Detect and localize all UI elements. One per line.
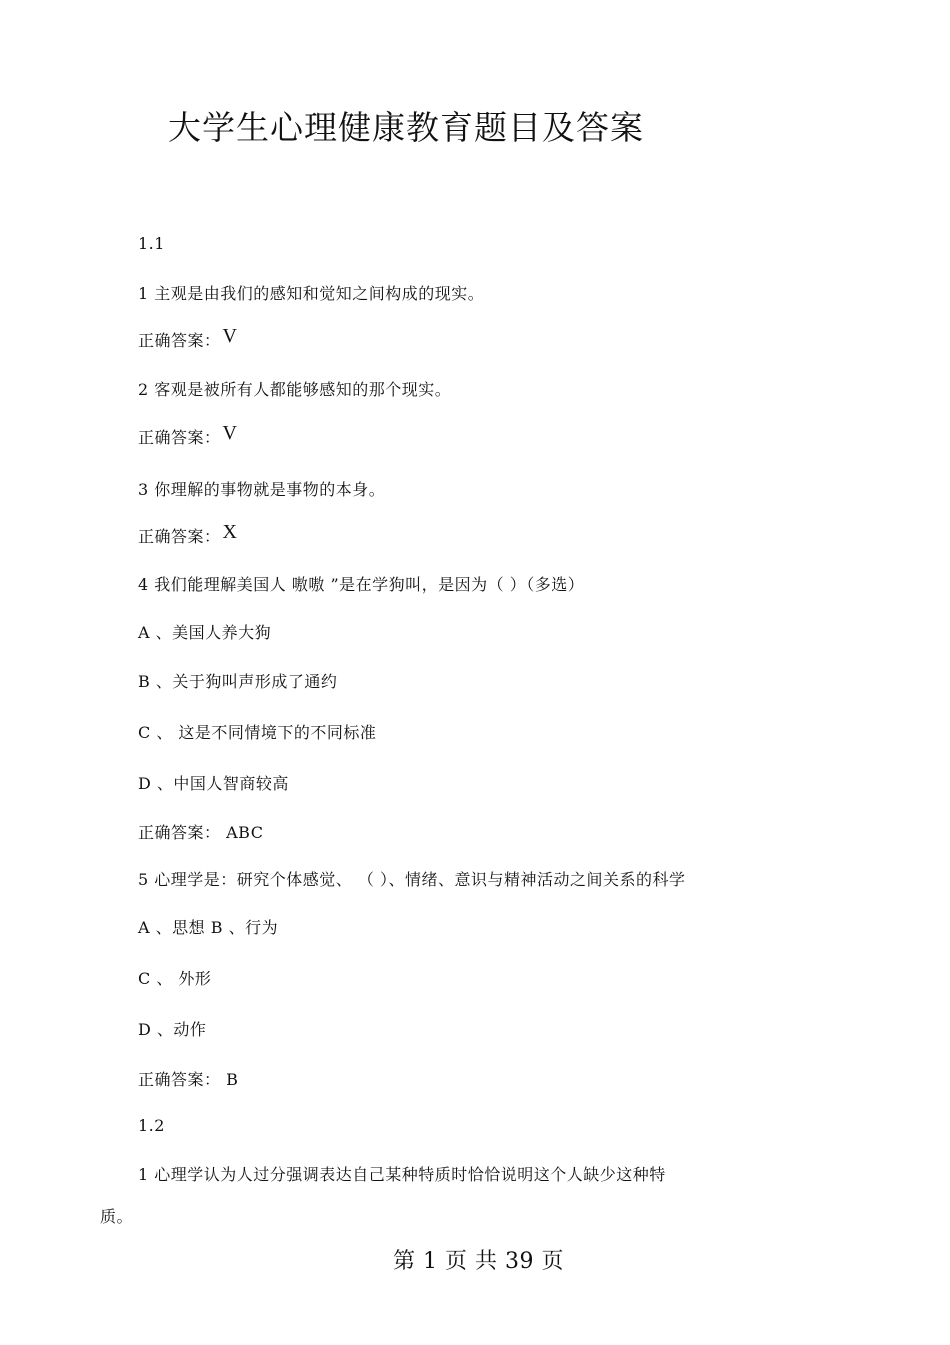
page-footer: 第 1 页 共 39 页 — [393, 1249, 564, 1274]
option-item: D 、动作 — [138, 1020, 207, 1039]
answer-mark: X — [222, 521, 238, 543]
answer-label: 正确答案： — [138, 331, 221, 350]
section-heading: 1.1 — [138, 234, 165, 253]
answer-line: 正确答案： ABC — [138, 823, 264, 842]
answer-mark: V — [222, 422, 238, 444]
answer-line — [138, 422, 238, 449]
answer-line: 正确答案： B — [138, 1070, 239, 1089]
question-text: 1 心理学认为人过分强调表达自己某种特质时恰恰说明这个人缺少这种特 — [138, 1165, 666, 1184]
answer-line — [138, 325, 238, 352]
question-text: 1 主观是由我们的感知和觉知之间构成的现实。 — [138, 284, 485, 303]
question-text: 5 心理学是：研究个体感觉、 （ ）、情绪、意识与精神活动之间关系的科学 — [138, 870, 686, 889]
option-item: B 、关于狗叫声形成了通约 — [138, 672, 338, 691]
option-item: D 、中国人智商较高 — [138, 774, 289, 793]
option-item: C 、 外形 — [138, 969, 212, 988]
document-title: 大学生心理健康教育题目及答案 — [168, 108, 644, 147]
answer-label: 正确答案： — [138, 527, 221, 546]
question-text: 3 你理解的事物就是事物的本身。 — [138, 480, 386, 499]
section-heading: 1.2 — [138, 1116, 165, 1135]
question-text-continued: 质。 — [100, 1207, 134, 1226]
question-text: 2 客观是被所有人都能够感知的那个现实。 — [138, 380, 452, 399]
option-item: C 、 这是不同情境下的不同标准 — [138, 723, 377, 742]
question-text: 4 我们能理解美国人 嗷嗷 ”是在学狗叫，是因为（ ）（多选） — [138, 575, 585, 594]
answer-line — [138, 521, 238, 548]
answer-label: 正确答案： — [138, 428, 221, 447]
option-item: A 、美国人养大狗 — [138, 623, 272, 642]
option-item: A 、思想 B 、行为 — [138, 918, 279, 937]
answer-mark: V — [222, 325, 238, 347]
